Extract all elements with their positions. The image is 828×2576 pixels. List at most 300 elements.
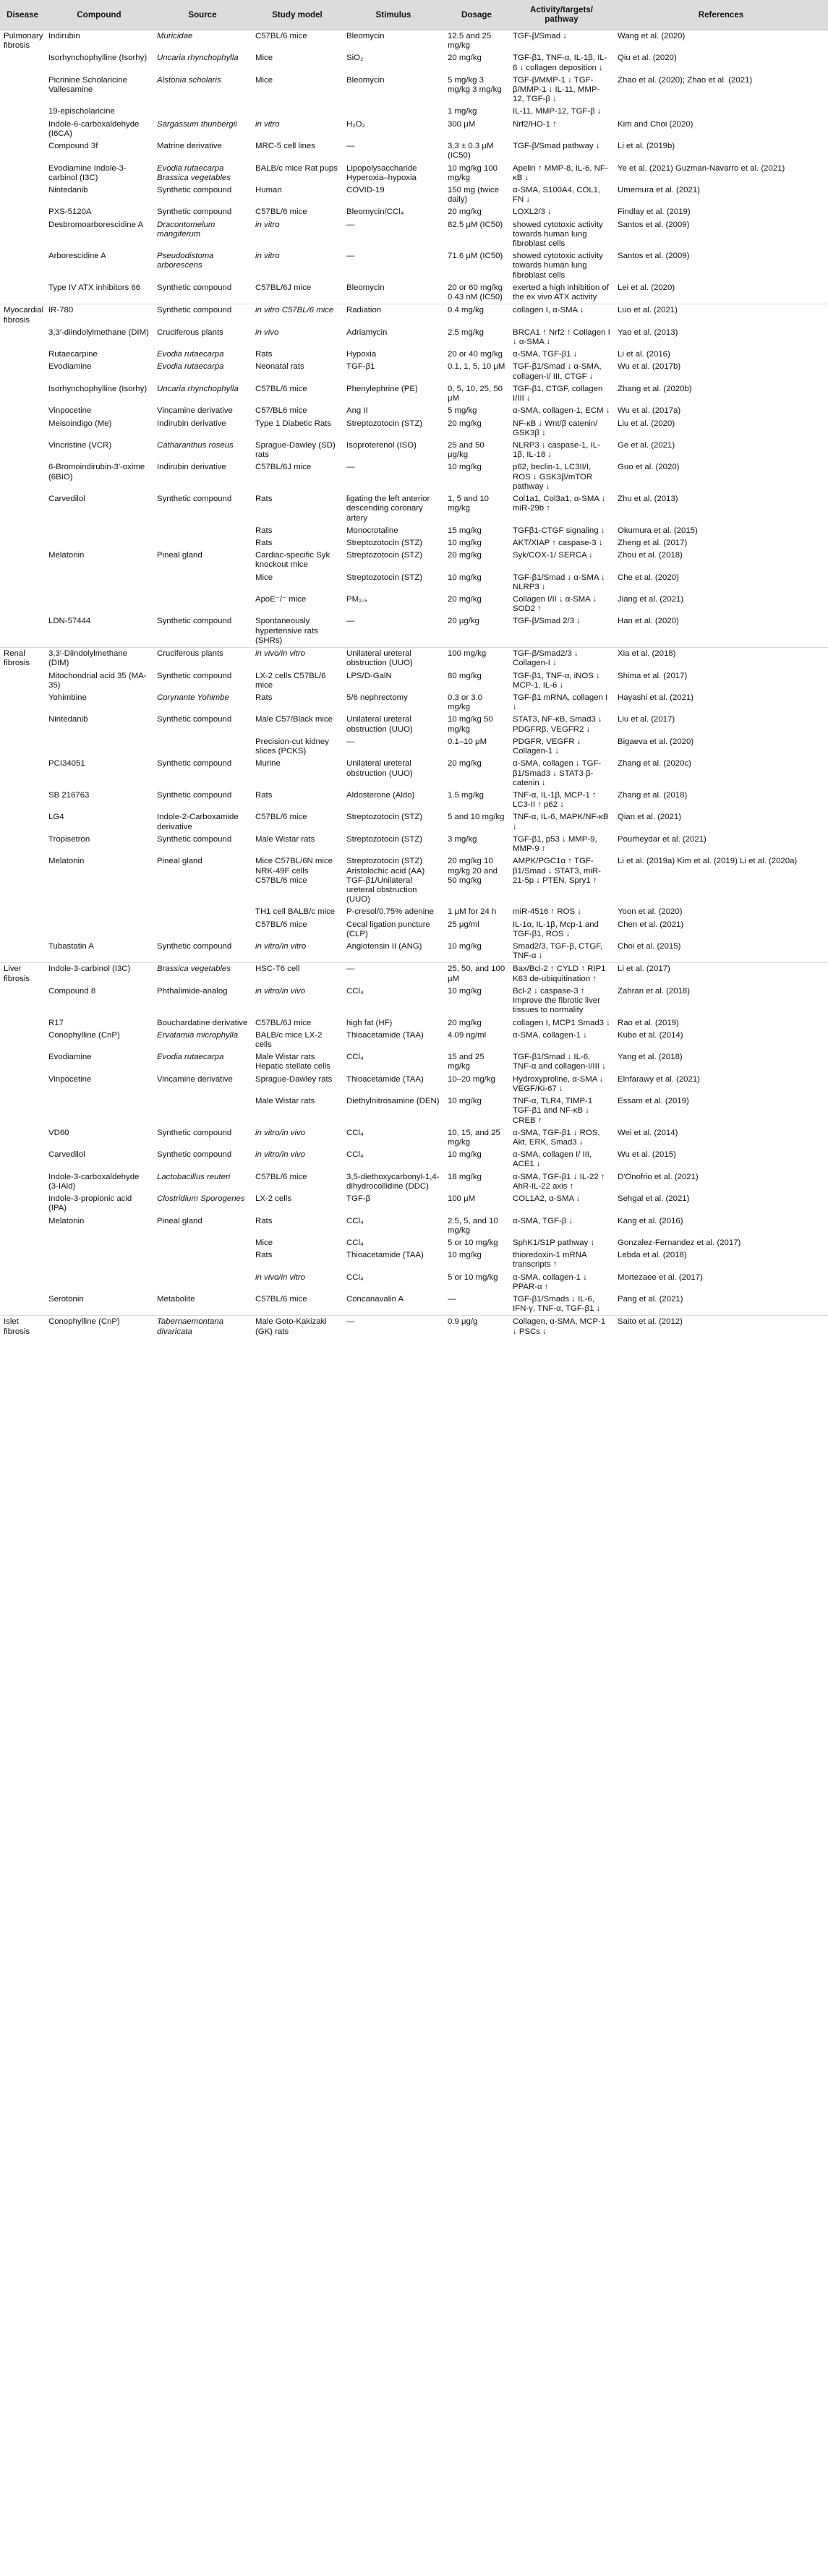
disease-cell <box>0 282 45 304</box>
stimulus-cell: Bleomycin/CCl₄ <box>346 207 404 217</box>
dosage-cell: 1 μM for 24 h <box>448 907 497 917</box>
dosage-cell: 2.5, 5, and 10 mg/kg <box>448 1216 498 1235</box>
compound-cell: Carvedilol <box>48 1150 85 1160</box>
compound-cell <box>45 1249 153 1271</box>
dosage-cell: 15 mg/kg <box>448 526 482 535</box>
study-model-cell: BALB/c mice LX-2 cells <box>255 1030 323 1049</box>
table-row <box>0 74 828 106</box>
source-cell: Brassica vegetables <box>153 963 252 985</box>
source-cell: Vincamine derivative <box>157 406 233 416</box>
activity-cell: Nrf2/HO-1 ↑ <box>513 119 557 129</box>
table-row <box>0 250 828 282</box>
dosage-cell: 0.3 or 3.0 mg/kg <box>448 693 483 712</box>
source-cell: Synthetic compound <box>157 1150 232 1160</box>
stimulus-cell: Monocrotaline <box>346 526 398 535</box>
compound-cell: 19-epischolaricine <box>48 107 115 116</box>
study-model-cell: Rats <box>255 350 273 359</box>
study-model-cell: C57BL/6 mice <box>255 1295 307 1304</box>
disease-cell <box>0 184 45 206</box>
table-row <box>0 163 828 184</box>
reference-cell: Yoon et al. (2020) <box>618 907 683 917</box>
reference-cell: Bigaeva et al. (2020) <box>618 737 694 746</box>
activity-cell: TGF-β1, p53 ↓ MMP-9, MMP-9 ↑ <box>513 834 597 854</box>
dosage-cell: 10 mg/kg <box>448 1251 482 1260</box>
stimulus-cell: ligating the left anterior descending coronary artery <box>346 495 430 523</box>
reference-cell: Zahran et al. (2018) <box>618 986 691 996</box>
table-row <box>0 106 828 118</box>
table-row <box>0 383 828 405</box>
compound-cell: Picrinine Scholaricine Vallesamine <box>48 75 127 94</box>
reference-cell: Sehgal et al. (2021) <box>618 1194 690 1204</box>
reference-cell: Han et al. (2020) <box>618 617 679 626</box>
reference-cell <box>614 106 828 118</box>
disease-cell <box>0 405 45 417</box>
stimulus-cell: Lipopolysaccharide Hyperoxia–hypoxia <box>346 163 417 182</box>
compound-cell: PCI34051 <box>48 759 85 769</box>
compound-cell <box>45 1095 153 1127</box>
table-row <box>0 615 828 647</box>
study-model-cell: HSC-T6 cell <box>252 963 343 985</box>
study-model-cell: in vivo/in vitro <box>252 648 343 670</box>
disease-cell <box>0 1215 45 1237</box>
reference-cell: Ye et al. (2021) Guzman-Navarro et al. (2021) <box>618 163 785 173</box>
dosage-cell: 5 and 10 mg/kg <box>448 813 505 822</box>
table-row <box>0 790 828 811</box>
source-cell: Synthetic compound <box>157 1128 232 1137</box>
stimulus-cell: Streptozotocin (STZ) <box>346 419 423 428</box>
reference-cell: Rao et al. (2019) <box>618 1018 679 1027</box>
source-cell <box>153 1249 252 1271</box>
study-model-cell: Cardiac-specific Syk knockout mice <box>255 551 330 570</box>
dosage-cell: 10 mg/kg <box>448 573 482 582</box>
compound-cell: Indole-3-carbinol (I3C) <box>45 963 153 985</box>
source-cell: Synthetic compound <box>157 715 232 724</box>
stimulus-cell: SiO₂ <box>346 54 364 63</box>
activity-cell: TGFβ1-CTGF signaling ↓ <box>513 526 605 535</box>
dosage-cell: 10 mg/kg <box>448 1097 482 1106</box>
reference-cell: Xia et al. (2018) <box>614 648 828 670</box>
dosage-cell: 80 mg/kg <box>448 671 482 680</box>
stimulus-cell: CCl₄ <box>346 1238 364 1247</box>
table-row <box>0 206 828 218</box>
disease-cell: Pulmonary fibrosis <box>4 31 43 51</box>
disease-cell <box>0 834 45 855</box>
reference-cell: Liu et al. (2017) <box>618 715 675 724</box>
source-cell: Uncaria rhynchophylla <box>157 384 239 393</box>
source-cell: Matrine derivative <box>157 142 222 151</box>
table-row <box>0 1193 828 1215</box>
table-row <box>0 855 828 906</box>
source-cell: Indole-2-Carboxamide derivative <box>157 813 239 831</box>
dosage-cell: 82.5 μM (IC50) <box>448 220 503 229</box>
header-compound: Compound <box>45 0 153 30</box>
study-model-cell: Rats <box>255 1251 273 1260</box>
source-cell: Synthetic compound <box>157 942 232 951</box>
disease-cell <box>0 941 45 963</box>
dosage-cell: 4.09 ng/ml <box>448 1030 487 1040</box>
disease-cell <box>0 572 45 594</box>
stimulus-cell: — <box>343 963 444 985</box>
compound-cell: Vinpocetine <box>48 406 92 416</box>
activity-cell: TNF-α, IL-6, MAPK/NF-κB ↓ <box>513 813 609 831</box>
dosage-cell: 5 mg/kg 3 mg/kg 3 mg/kg <box>448 75 502 94</box>
table-row <box>0 1293 828 1316</box>
activity-cell: Syk/COX-1/ SERCA ↓ <box>513 551 593 560</box>
table-row <box>0 670 828 692</box>
disease-cell <box>0 1149 45 1171</box>
source-cell: Synthetic compound <box>157 283 232 292</box>
dosage-cell: 15 and 25 mg/kg <box>448 1053 485 1071</box>
activity-cell: Bcl-2 ↓ caspase-3 ↑ Improve the fibrotic liver tissues to normality <box>513 986 600 1015</box>
source-cell <box>153 1237 252 1249</box>
stimulus-cell: Streptozotocin (STZ) <box>346 551 423 560</box>
table-row <box>0 919 828 941</box>
study-model-cell: Human <box>255 185 282 194</box>
stimulus-cell: Streptozotocin (STZ) Aristolochic acid (AA) TGF-β1/Unilateral ureteral obstruction (UUO) <box>346 857 425 904</box>
activity-cell: thioredoxin-1 mRNA transcripts ↑ <box>513 1251 586 1270</box>
source-cell: Evodia rutaecarpa <box>157 362 224 372</box>
compound-cell: Carvedilol <box>48 495 85 504</box>
source-cell: Uncaria rhynchophylla <box>157 54 239 63</box>
study-model-cell: Precision-cut kidney slices (PCKS) <box>255 737 329 756</box>
stimulus-cell: — <box>346 252 355 261</box>
stimulus-cell: Thioacetamide (TAA) <box>346 1030 424 1040</box>
reference-cell: Wu et al. (2017b) <box>618 362 681 372</box>
activity-cell: SphK1/S1P pathway ↓ <box>513 1238 595 1247</box>
table-row <box>0 1051 828 1073</box>
disease-cell <box>0 855 45 906</box>
stimulus-cell: Hypoxia <box>346 350 377 359</box>
source-cell: Sargassum thunbergii <box>157 119 237 129</box>
disease-cell <box>0 906 45 918</box>
dosage-cell: — <box>448 1295 456 1304</box>
table-row <box>0 906 828 918</box>
source-cell: Evodia rutaecarpa <box>157 1053 224 1062</box>
source-cell <box>153 572 252 594</box>
activity-cell: PDGFR, VEGFR ↓ Collagen-1 ↓ <box>513 737 581 756</box>
source-cell: Synthetic compound <box>157 185 232 194</box>
disease-cell: Renal fibrosis <box>0 648 45 670</box>
source-cell: Metabolite <box>157 1295 195 1304</box>
stimulus-cell: Unilateral ureteral obstruction (UUO) <box>346 759 413 778</box>
compound-cell: Evodiamine Indole-3-carbinol (I3C) <box>48 163 127 182</box>
stimulus-cell: CCl₄ <box>346 1216 364 1225</box>
reference-cell: Zhu et al. (2013) <box>618 495 678 504</box>
disease-cell <box>0 1293 45 1316</box>
activity-cell: miR-4516 ↑ ROS ↓ <box>513 907 581 917</box>
disease-cell <box>0 1127 45 1149</box>
study-model-cell: Rats <box>255 495 273 504</box>
source-cell: Catharanthus roseus <box>157 440 234 450</box>
header-references: References <box>614 0 828 30</box>
source-cell: Vincamine derivative <box>157 1074 233 1084</box>
table-row <box>0 1095 828 1127</box>
reference-cell: Saito et al. (2012) <box>614 1316 828 1338</box>
compound-cell <box>45 906 153 918</box>
activity-cell: α-SMA, TGF-β1 ↓ ROS, Akt, ERK, Smad3 ↓ <box>513 1128 600 1147</box>
study-model-cell: C57BL/6 mice <box>255 813 307 822</box>
activity-cell: TNF-α, IL-1β, MCP-1 ↑ LC3-II ↑ p62 ↓ <box>513 790 597 810</box>
reference-cell: Zheng et al. (2017) <box>618 538 688 547</box>
source-cell <box>153 106 252 118</box>
stimulus-cell: CCl₄ <box>346 1150 364 1160</box>
reference-cell: Liu et al. (2020) <box>618 419 675 428</box>
disease-cell <box>0 537 45 549</box>
compound-cell <box>45 572 153 594</box>
stimulus-cell: CCl₄ <box>346 1053 364 1062</box>
table-row <box>0 736 828 758</box>
compound-cell <box>45 594 153 615</box>
disease-cell <box>0 1030 45 1051</box>
stimulus-cell: CCl₄ <box>346 1272 364 1282</box>
source-cell: Corynante Yohimbe <box>157 693 229 702</box>
table-row <box>0 714 828 735</box>
stimulus-cell: COVID-19 <box>346 185 385 194</box>
stimulus-cell: Streptozotocin (STZ) <box>346 834 423 844</box>
table-row <box>0 461 828 493</box>
activity-cell: Bax/Bcl-2 ↑ CYLD ↑ RIP1 K63 de-ubiquitination ↑ <box>509 963 614 985</box>
reference-cell: Kang et al. (2016) <box>618 1216 683 1225</box>
reference-cell: Zhang et al. (2018) <box>618 790 688 800</box>
reference-cell: Chen et al. (2021) <box>618 920 684 929</box>
dosage-cell: 20 or 40 mg/kg <box>448 350 503 359</box>
study-model-cell: Sprague-Dawley (SD) rats <box>255 440 336 460</box>
source-cell: Indirubin derivative <box>157 463 226 472</box>
table-body <box>0 30 828 1338</box>
disease-cell <box>0 758 45 790</box>
study-model-cell: TH1 cell BALB/c mice <box>255 907 336 917</box>
dosage-cell: 10 mg/kg 100 mg/kg <box>448 163 498 182</box>
disease-cell <box>0 140 45 162</box>
reference-cell: Okumura et al. (2015) <box>618 526 698 535</box>
study-model-cell: ApoE⁻/⁻ mice <box>255 595 307 604</box>
stimulus-cell: H₂O₂ <box>346 119 365 129</box>
reference-cell: Zhang et al. (2020b) <box>618 384 692 393</box>
stimulus-cell: Bleomycin <box>346 283 385 292</box>
disease-cell <box>0 615 45 647</box>
compound-cell: 3,3′-Diindolylmethane (DIM) <box>45 648 153 670</box>
study-model-cell: C57BL/6 mice <box>255 920 307 929</box>
stimulus-cell: Cecal ligation puncture (CLP) <box>346 920 430 938</box>
study-model-cell: Rats <box>255 526 273 535</box>
dosage-cell: 20 mg/kg <box>448 419 482 428</box>
disease-cell <box>0 383 45 405</box>
source-cell: Evodia rutaecarpa Brassica vegetables <box>157 163 231 182</box>
header-disease: Disease <box>0 0 45 30</box>
dosage-cell: 20 mg/kg <box>448 759 482 769</box>
dosage-cell: 2.5 mg/kg <box>448 328 485 337</box>
stimulus-cell: TGF-β <box>346 1194 371 1204</box>
disease-cell <box>0 1095 45 1127</box>
compound-cell <box>45 525 153 537</box>
source-cell <box>153 525 252 537</box>
compound-cell: Tubastatin A <box>48 942 94 951</box>
study-model-cell: Mice <box>255 75 273 85</box>
study-model-cell: in vitro <box>255 119 280 129</box>
stimulus-cell: Concanavalin A <box>346 1295 404 1304</box>
dosage-cell: 150 mg (twice daily) <box>448 185 499 205</box>
reference-cell: Hayashi et al. (2021) <box>618 693 694 702</box>
study-model-cell: C57BL/6 mice <box>255 384 307 393</box>
table-row <box>0 418 828 440</box>
activity-cell: IL-1α, IL-1β, Mcp-1 and TGF-β1, ROS ↓ <box>513 920 599 938</box>
header-activity: Activity/targets/ pathway <box>509 0 614 30</box>
source-cell: Evodia rutaecarpa <box>157 350 224 359</box>
study-model-cell: Spontaneously hypertensive rats (SHRs) <box>255 617 318 645</box>
disease-cell <box>0 119 45 140</box>
compound-cell <box>45 919 153 941</box>
reference-cell: Zhou et al. (2018) <box>618 551 683 560</box>
activity-cell: Collagen I/II ↓ α-SMA ↓ SOD2 ↑ <box>513 595 597 614</box>
reference-cell: Li et al. (2017) <box>614 963 828 985</box>
reference-cell: Jiang et al. (2021) <box>618 595 684 604</box>
compound-cell: Tropisetron <box>48 834 90 844</box>
activity-cell: Col1a1, Col3a1, α-SMA ↓ miR-29b ↑ <box>513 495 606 513</box>
activity-cell: TGF-β1/Smad ↓ α-SMA ↓ NLRP3 ↓ <box>513 573 605 591</box>
reference-cell: Yao et al. (2013) <box>618 328 678 337</box>
table-row <box>0 52 828 74</box>
compound-cell: Conophylline (CnP) <box>45 1316 153 1338</box>
table-row <box>0 1316 828 1338</box>
activity-cell: collagen I, α-SMA ↓ <box>509 304 614 327</box>
study-model-cell: Mice C57BL/6N mice NRK-49F cells C57BL/6 mice <box>255 857 333 885</box>
table-row <box>0 219 828 251</box>
source-cell: Clostridium Sporogenes <box>157 1194 245 1204</box>
study-model-cell <box>252 106 343 118</box>
compound-cell <box>45 736 153 758</box>
reference-cell: Lebda et al. (2018) <box>618 1251 687 1260</box>
header-source: Source <box>153 0 252 30</box>
source-cell: Cruciferous plants <box>153 648 252 670</box>
reference-cell: Santos et al. (2009) <box>618 220 690 229</box>
table-row <box>0 184 828 206</box>
study-model-cell: Rats <box>255 790 273 800</box>
table-row <box>0 758 828 790</box>
stimulus-cell: TGF-β1 <box>346 362 375 372</box>
source-cell: Ervatamia microphylla <box>157 1030 239 1040</box>
activity-cell: α-SMA, collagen-1 ↓ <box>513 1030 587 1040</box>
stimulus-cell: CCl₄ <box>346 986 364 996</box>
compound-cell <box>45 1237 153 1249</box>
activity-cell: AMPK/PGC1α ↑ TGF-β1/Smad ↓ STAT3, miR-21-5p ↓ PTEN, Spry1 ↑ <box>513 857 601 885</box>
reference-cell: Choi et al. (2015) <box>618 942 681 951</box>
study-model-cell: LX-2 cells C57BL/6 mice <box>255 671 326 690</box>
table-row <box>0 282 828 304</box>
dosage-cell: 10 mg/kg <box>448 538 482 547</box>
reference-cell: Pourheydar et al. (2021) <box>618 834 707 844</box>
compound-cell: 3,3′-diindolylmethane (DIM) <box>48 328 149 337</box>
dosage-cell: 5 or 10 mg/kg <box>448 1238 498 1247</box>
reference-cell: Gonzalez-Fernandez et al. (2017) <box>618 1238 741 1247</box>
reference-cell: Pang et al. (2021) <box>618 1295 683 1304</box>
activity-cell: TGF-β1/Smads ↓ IL-6, IFN-γ, TNF-α, TGF-β1 ↓ <box>513 1295 601 1314</box>
activity-cell: α-SMA, TGF-β ↓ <box>513 1216 573 1225</box>
disease-cell <box>0 1193 45 1215</box>
stimulus-cell: — <box>346 220 355 229</box>
stimulus-cell: Angiotensin II (ANG) <box>346 942 422 951</box>
activity-cell: Hydroxyproline, α-SMA ↓ VEGF/Ki-67 ↓ <box>513 1074 604 1093</box>
disease-cell <box>0 1017 45 1030</box>
source-cell: Lactobacillus reuteri <box>157 1172 231 1181</box>
dosage-cell: 20 or 60 mg/kg 0.43 nM (IC50) <box>448 283 503 302</box>
disease-cell <box>0 736 45 758</box>
dosage-cell: 1 mg/kg <box>448 107 477 116</box>
stimulus-cell: Thioacetamide (TAA) <box>346 1251 424 1260</box>
compound-cell: Indole-3-propionic acid (IPA) <box>48 1194 132 1213</box>
reference-cell: Qiu et al. (2020) <box>618 54 677 63</box>
table-row <box>0 327 828 348</box>
compound-cell: 6-Bromoindirubin-3′-oxime (6BIO) <box>48 463 145 482</box>
study-model-cell: C57/BL6 mice <box>255 406 307 416</box>
reference-cell: Li et al. (2019a) Kim et al. (2019) Li et al. (2020a) <box>618 857 798 866</box>
study-model-cell: in vivo/in vitro <box>255 1272 306 1282</box>
activity-cell: Collagen, α-SMA, MCP-1 ↓ PSCs ↓ <box>509 1316 614 1338</box>
dosage-cell: 10 mg/kg <box>448 942 482 951</box>
dosage-cell: 18 mg/kg <box>448 1172 482 1181</box>
table-row <box>0 361 828 382</box>
compound-cell: Vinpocetine <box>48 1074 92 1084</box>
study-model-cell: in vivo <box>255 328 279 337</box>
activity-cell: STAT3, NF-κB, Smad3 ↓ PDGFRβ, VEGFR2 ↓ <box>513 715 602 734</box>
stimulus-cell: Streptozotocin (STZ) <box>346 813 423 822</box>
compound-cell: Meisoindigo (Me) <box>48 419 112 428</box>
reference-cell: Kim and Choi (2020) <box>618 119 693 129</box>
table-row <box>0 119 828 140</box>
disease-cell <box>0 440 45 461</box>
activity-cell: TGF-β1/Smad ↓ α-SMA, collagen-I/ III, CTGF ↓ <box>513 362 602 381</box>
compound-cell: Indole-3-carboxaldehyde (3-IAld) <box>48 1172 140 1191</box>
disease-cell <box>0 361 45 382</box>
compound-cell: Nintedanib <box>48 715 88 724</box>
stimulus-cell: PM₂.₅ <box>346 595 368 604</box>
table-row <box>0 1149 828 1171</box>
source-cell: Synthetic compound <box>157 495 232 504</box>
disease-cell <box>0 790 45 811</box>
disease-cell: Islet fibrosis <box>0 1316 45 1338</box>
study-model-cell: in vitro C57BL/6 mice <box>252 304 343 327</box>
study-model-cell: Neonatal rats <box>255 362 304 372</box>
activity-cell: p62, beclin-1, LC3II/I, ROS ↓ GSK3β/mTOR pathway ↓ <box>513 463 593 491</box>
source-cell: Synthetic compound <box>157 617 232 626</box>
activity-cell: NF-κB ↓ Wnt/β catenin/ GSK3β ↓ <box>513 419 598 437</box>
compound-cell: Serotonin <box>48 1295 84 1304</box>
study-model-cell: Male C57/Black mice <box>255 715 333 724</box>
source-cell: Synthetic compound <box>157 790 232 800</box>
study-model-cell: LX-2 cells <box>255 1194 292 1204</box>
table-row <box>0 140 828 162</box>
disease-cell: Liver fibrosis <box>0 963 45 985</box>
study-model-cell: Murine <box>255 759 281 769</box>
header-dosage: Dosage <box>444 0 509 30</box>
reference-cell: Zhang et al. (2020c) <box>618 759 691 769</box>
table-row <box>0 1237 828 1249</box>
activity-cell: α-SMA, collagen-1, ECM ↓ <box>513 406 610 416</box>
activity-cell: TNF-α, TLR4, TIMP-1 TGF-β1 and NF-κB ↓ CREB ↑ <box>513 1097 593 1125</box>
table-row <box>0 525 828 537</box>
study-model-cell: C57BL/6J mice <box>255 463 312 472</box>
activity-cell: IL-11, MMP-12, TGF-β ↓ <box>513 107 602 116</box>
reference-cell: Wang et al. (2020) <box>618 31 686 40</box>
activity-cell: TGF-β1/Smad ↓ IL-6, TNF-α and collagen-I/III ↓ <box>513 1053 606 1071</box>
table-row <box>0 405 828 417</box>
source-cell: Synthetic compound <box>157 671 232 680</box>
stimulus-cell: Bleomycin <box>346 75 385 85</box>
dosage-cell: 10 mg/kg <box>448 463 482 472</box>
study-model-cell: C57BL/6 mice <box>255 1172 307 1181</box>
study-model-cell: Rats <box>255 693 273 702</box>
stimulus-cell: Phenylephrine (PE) <box>346 384 418 393</box>
stimulus-cell: Unilateral ureteral obstruction (UUO) <box>346 715 413 734</box>
